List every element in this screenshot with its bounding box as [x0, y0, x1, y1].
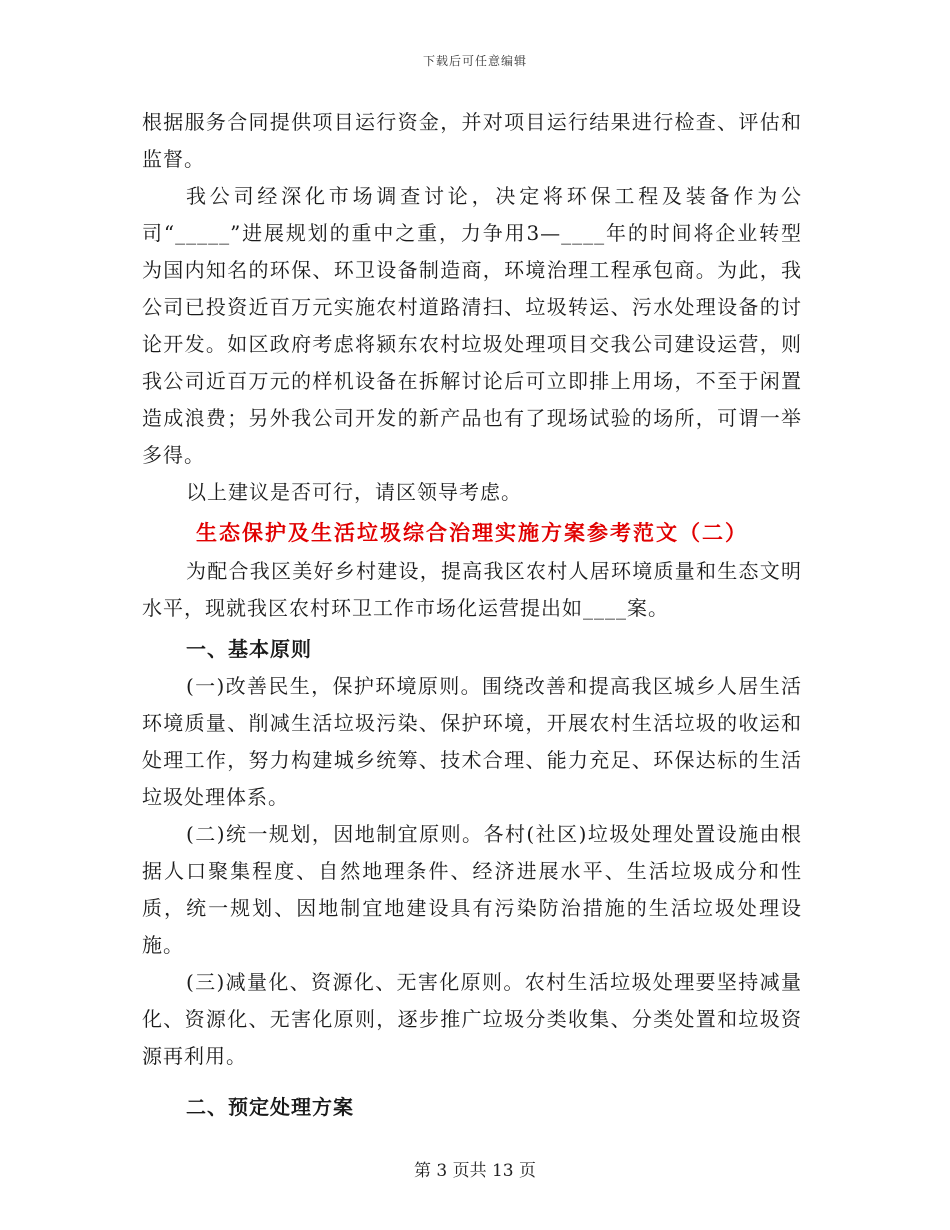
section-heading-basic-principles: 一、基本原则 — [186, 637, 312, 661]
document-body — [142, 104, 802, 1126]
continued-paragraph: 根据服务合同提供项目运行资金，并对项目运行结果进行检查、评估和监督。 — [142, 110, 802, 171]
principle-paragraph-3: (三)减量化、资源化、无害化原则。农村生活垃圾处理要坚持减量化、资源化、无害化原则，逐步推广垃圾分类收集、分类处置和垃圾资源再利用。 — [142, 970, 802, 1068]
page-header: 下载后可任意编辑 — [422, 54, 527, 68]
paragraph-closing: 以上建议是否可行，请区领导考虑。 — [186, 480, 522, 504]
principle-paragraph-1: (一)改善民生，保护环境原则。围绕改善和提高我区城乡人居生活环境质量、削减生活垃圾污染、保护环境，开展农村生活垃圾的收运和处理工作，努力构建城乡统筹、技术合理、能力充足、环保达标的生活垃圾处理体系。 — [142, 674, 802, 809]
document-title: 生态保护及生活垃圾综合治理实施方案参考范文（二） — [196, 520, 748, 545]
principle-paragraph-2: (二)统一规划，因地制宜原则。各村(社区)垃圾处理处置设施由根据人口聚集程度、自然地理条件、经济进展水平、生活垃圾成分和性质，统一规划、因地制宜地建设具有污染防治措施的生活垃圾处理设施。 — [142, 822, 802, 957]
paragraph-company-proposal: 我公司经深化市场调查讨论，决定将环保工程及装备作为公司“_____”进展规划的重中之重，力争用3—____年的时间将企业转型为国内知名的环保、环卫设备制造商，环境治理工程承包商。为此，我公司已投资近百万元实施农村道路清扫、垃圾转运、污水处理设备的讨论开发。如区政府考虑将颍东农村垃圾处理项目交我公司建设运营，则我公司近百万元的样机设备在拆解讨论后可立即排上用场，不至于闲置造成浪费；另外我公司开发的新产品也有了现场试验的场所，可谓一举多得。 — [142, 184, 802, 467]
section-heading-treatment-plan: 二、预定处理方案 — [186, 1095, 354, 1119]
paragraph-intro: 为配合我区美好乡村建设，提高我区农村人居环境质量和生态文明水平，现就我区农村环卫工作市场化运营提出如____案。 — [142, 559, 802, 620]
page-number: 第 3 页共 13 页 — [413, 1161, 537, 1181]
